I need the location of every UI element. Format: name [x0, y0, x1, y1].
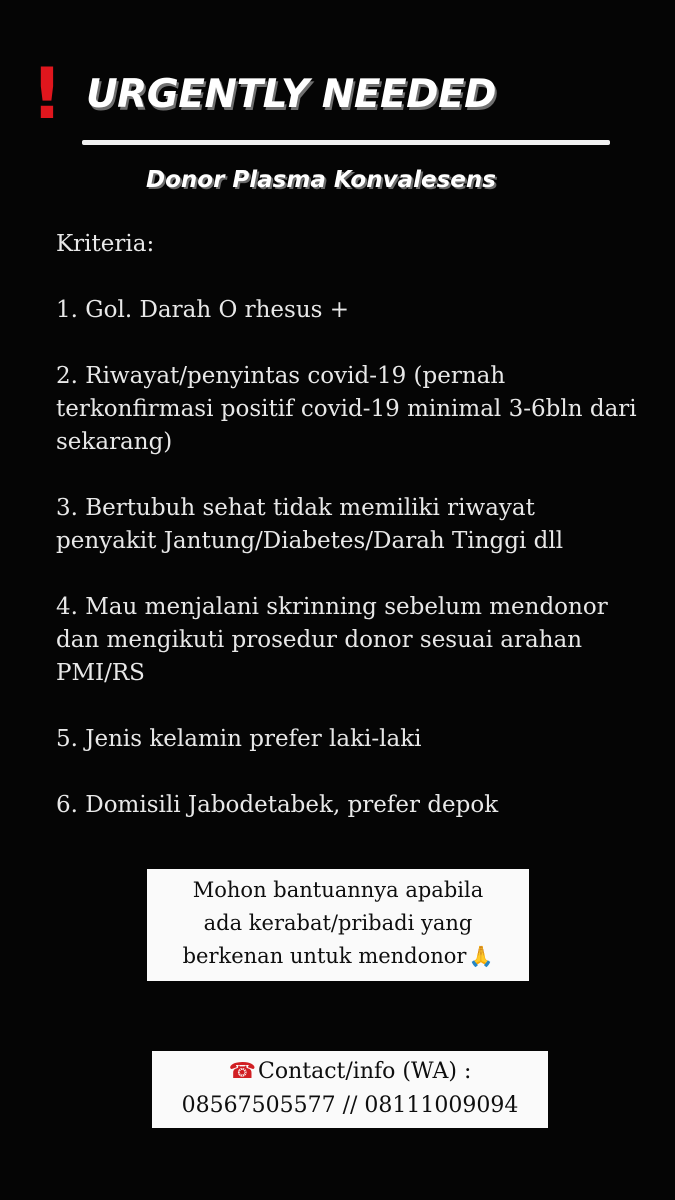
help-request-box	[147, 869, 529, 981]
contact-numbers: 08567505577 // 08111009094	[181, 1093, 519, 1118]
criteria-section	[56, 228, 641, 822]
title-underline	[82, 140, 610, 145]
contact-label: Contact/info (WA) :	[258, 1059, 472, 1084]
help-line-3	[147, 940, 529, 973]
criteria-list	[56, 294, 641, 822]
contact-label-line	[152, 1055, 548, 1089]
criteria-label: Kriteria:	[56, 231, 155, 257]
criteria-item-6: 6. Domisili Jabodetabek, prefer depok	[56, 792, 499, 818]
exclamation-icon: !	[31, 53, 63, 135]
help-line-1: Mohon bantuannya apabila	[192, 878, 484, 902]
telephone-icon: ☎	[228, 1059, 257, 1084]
page-subtitle: Donor Plasma Konvalesens	[146, 167, 496, 193]
help-line-3-text: berkenan untuk mendonor	[182, 944, 467, 968]
header	[0, 0, 675, 200]
criteria-item-1: 1. Gol. Darah O rhesus +	[56, 297, 350, 323]
help-line-2: ada kerabat/pribadi yang	[203, 911, 473, 935]
contact-box	[152, 1051, 548, 1128]
criteria-item-2: 2. Riwayat/penyintas covid-19 (pernah terkonfirmasi positif covid-19 minimal 3-6bln dari sekarang)	[56, 363, 637, 455]
criteria-item-4: 4. Mau menjalani skrinning sebelum mendonor dan mengikuti prosedur donor sesuai arahan PMI/RS	[56, 594, 608, 686]
praying-hands-icon: 🙏	[468, 944, 494, 968]
criteria-item-3: 3. Bertubuh sehat tidak memiliki riwayat penyakit Jantung/Diabetes/Darah Tinggi dll	[56, 495, 564, 554]
page-title: URGENTLY NEEDED	[86, 72, 496, 117]
criteria-item-5: 5. Jenis kelamin prefer laki-laki	[56, 726, 422, 752]
